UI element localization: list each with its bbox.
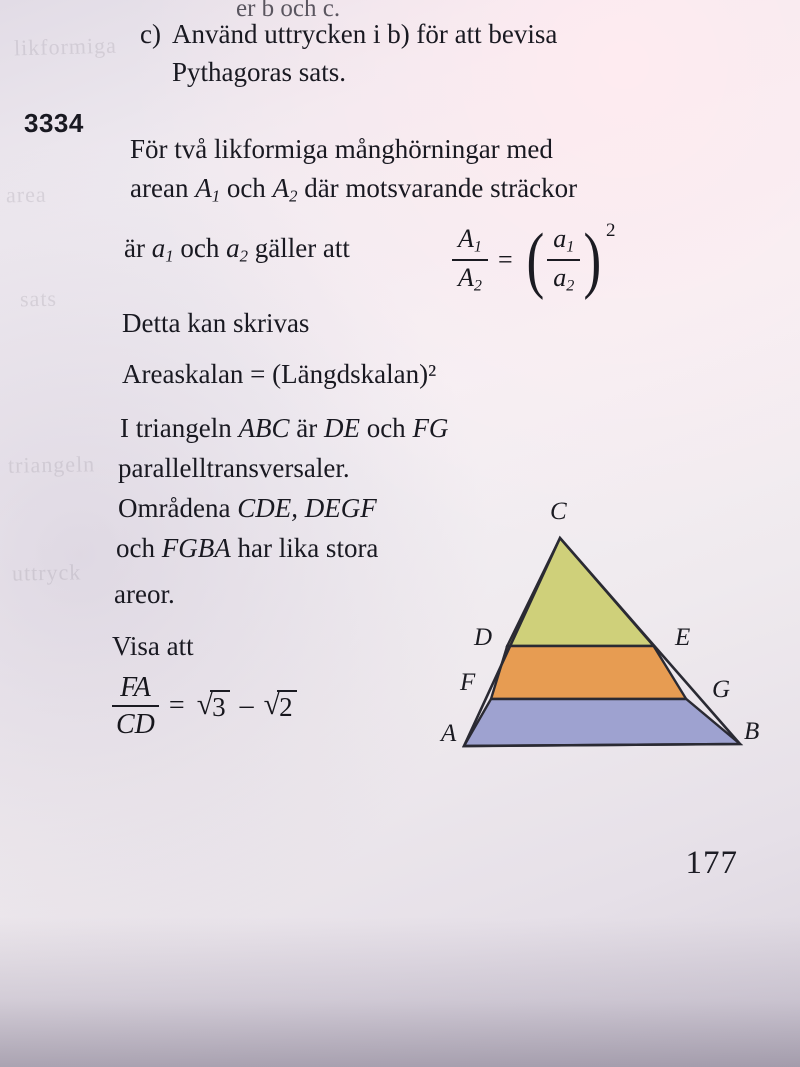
bleed-through-text: uttryck <box>11 559 82 586</box>
cut-off-top-line: er b och c. <box>236 0 341 22</box>
exercise-3334-line-4: Detta kan skrivas <box>122 308 310 338</box>
fraction-numerator <box>547 224 580 257</box>
triangle-name-ABC: ABC <box>238 413 290 443</box>
regions-CDE-DEGF: CDE, DEGF <box>237 493 377 523</box>
line2-suffix: där motsvarande sträckor <box>297 173 578 203</box>
bleed-through-text: area <box>5 181 47 208</box>
exercise-3334-line-7: parallelltransversaler. <box>118 453 350 483</box>
exponent-two: 2 <box>606 220 616 241</box>
exercise-c-marker: c) <box>140 19 161 49</box>
exercise-3334-line-8 <box>118 492 377 525</box>
segment-DE: DE <box>323 413 360 443</box>
symbol-a1-sub: 1 <box>165 246 174 266</box>
exercise-c-line-2: Pythagoras sats. <box>172 57 346 87</box>
fraction-FA-over-CD <box>112 672 159 741</box>
vertex-label-D: D <box>474 624 493 651</box>
symbol-a1: a <box>151 233 166 263</box>
denominator-subscript: 2 <box>473 277 482 295</box>
symbol-a2-sub: 2 <box>239 246 248 266</box>
fraction-denominator: CD <box>116 709 155 741</box>
exercise-number-3334: 3334 <box>24 108 84 138</box>
line6-a: I triangeln <box>120 413 239 443</box>
line9-a: och <box>116 533 162 563</box>
exercise-3334-line-5: Areaskalan = (Längdskalan)² <box>122 359 437 389</box>
line2-prefix: arean <box>130 173 196 203</box>
exercise-3334-line-1: För två likformiga månghörningar med <box>130 134 553 164</box>
square-root-of-3 <box>197 690 230 723</box>
bleed-through-text: triangeln <box>7 451 96 478</box>
page-number: 177 <box>685 845 738 881</box>
radicand: 2 <box>277 690 297 723</box>
bleed-through-text: sats <box>19 285 58 312</box>
line2-mid: och <box>220 173 273 203</box>
vertex-label-C: C <box>550 498 567 525</box>
numerator-symbol: a <box>553 224 567 253</box>
equals-sign: = <box>168 690 185 722</box>
fraction-bar <box>452 259 488 261</box>
exercise-3334-line-3 <box>124 232 350 267</box>
numerator-subscript: 1 <box>473 238 482 256</box>
symbol-A1: A <box>195 173 212 203</box>
exercise-3334-line-6 <box>120 412 448 445</box>
formula-area-scale <box>452 219 616 302</box>
fraction-bar <box>112 705 159 707</box>
denominator-symbol: A <box>458 263 474 293</box>
line6-c: och <box>359 413 413 443</box>
region-FGBA <box>464 699 740 746</box>
exercise-3334-line-9 <box>116 532 378 565</box>
exercise-c-line-1: Använd uttrycken i b) för att bevisa <box>172 19 558 49</box>
line9-b: har lika stora <box>230 533 379 563</box>
exercise-3334-line-10: areor. <box>114 579 175 609</box>
symbol-A1-sub: 1 <box>211 186 221 206</box>
symbol-A2-sub: 2 <box>289 186 298 206</box>
radical-symbol: √ <box>196 688 214 722</box>
exercise-3334-line-11: Visa att <box>112 631 194 661</box>
denominator-symbol: a <box>553 263 567 293</box>
region-CDE <box>507 538 653 646</box>
fraction-denominator <box>547 263 580 296</box>
square-root-of-2 <box>264 690 297 723</box>
radicand: 3 <box>210 690 230 723</box>
vertex-label-G: G <box>712 676 731 703</box>
region-DEGF <box>491 646 686 699</box>
vertex-label-A: A <box>441 720 457 747</box>
region-FGBA: FGBA <box>161 533 231 563</box>
exercise-3334-line-2 <box>130 172 577 207</box>
numerator-subscript: 1 <box>566 238 575 256</box>
denominator-subscript: 2 <box>566 277 575 295</box>
fraction-A1-over-A2 <box>452 224 488 297</box>
equals-sign: = <box>497 245 513 275</box>
paren-close: ) <box>583 219 602 302</box>
minus-sign: – <box>239 690 254 722</box>
radical-symbol: √ <box>263 688 281 722</box>
line3-suffix: gäller att <box>247 233 350 263</box>
formula-fa-over-cd <box>112 672 299 741</box>
line3-mid: och <box>173 233 227 263</box>
figure-triangle-abc <box>432 496 782 776</box>
bleed-through-text: likformiga <box>13 32 118 61</box>
segment-FG: FG <box>412 413 449 443</box>
fraction-a1-over-a2 <box>547 224 580 297</box>
line3-prefix: är <box>124 233 152 263</box>
line8-a: Områdena <box>118 493 238 523</box>
vertex-label-F: F <box>460 669 476 696</box>
symbol-a2: a <box>226 233 240 263</box>
fraction-denominator <box>452 263 488 296</box>
paren-open: ( <box>526 219 544 302</box>
numerator-symbol: A <box>458 224 474 253</box>
fraction-bar <box>547 259 580 261</box>
vertex-label-B: B <box>744 718 760 745</box>
vertex-label-E: E <box>675 624 691 651</box>
line6-b: är <box>289 413 324 443</box>
fraction-numerator <box>452 224 488 257</box>
fraction-numerator: FA <box>120 672 151 703</box>
symbol-A2: A <box>272 173 290 203</box>
